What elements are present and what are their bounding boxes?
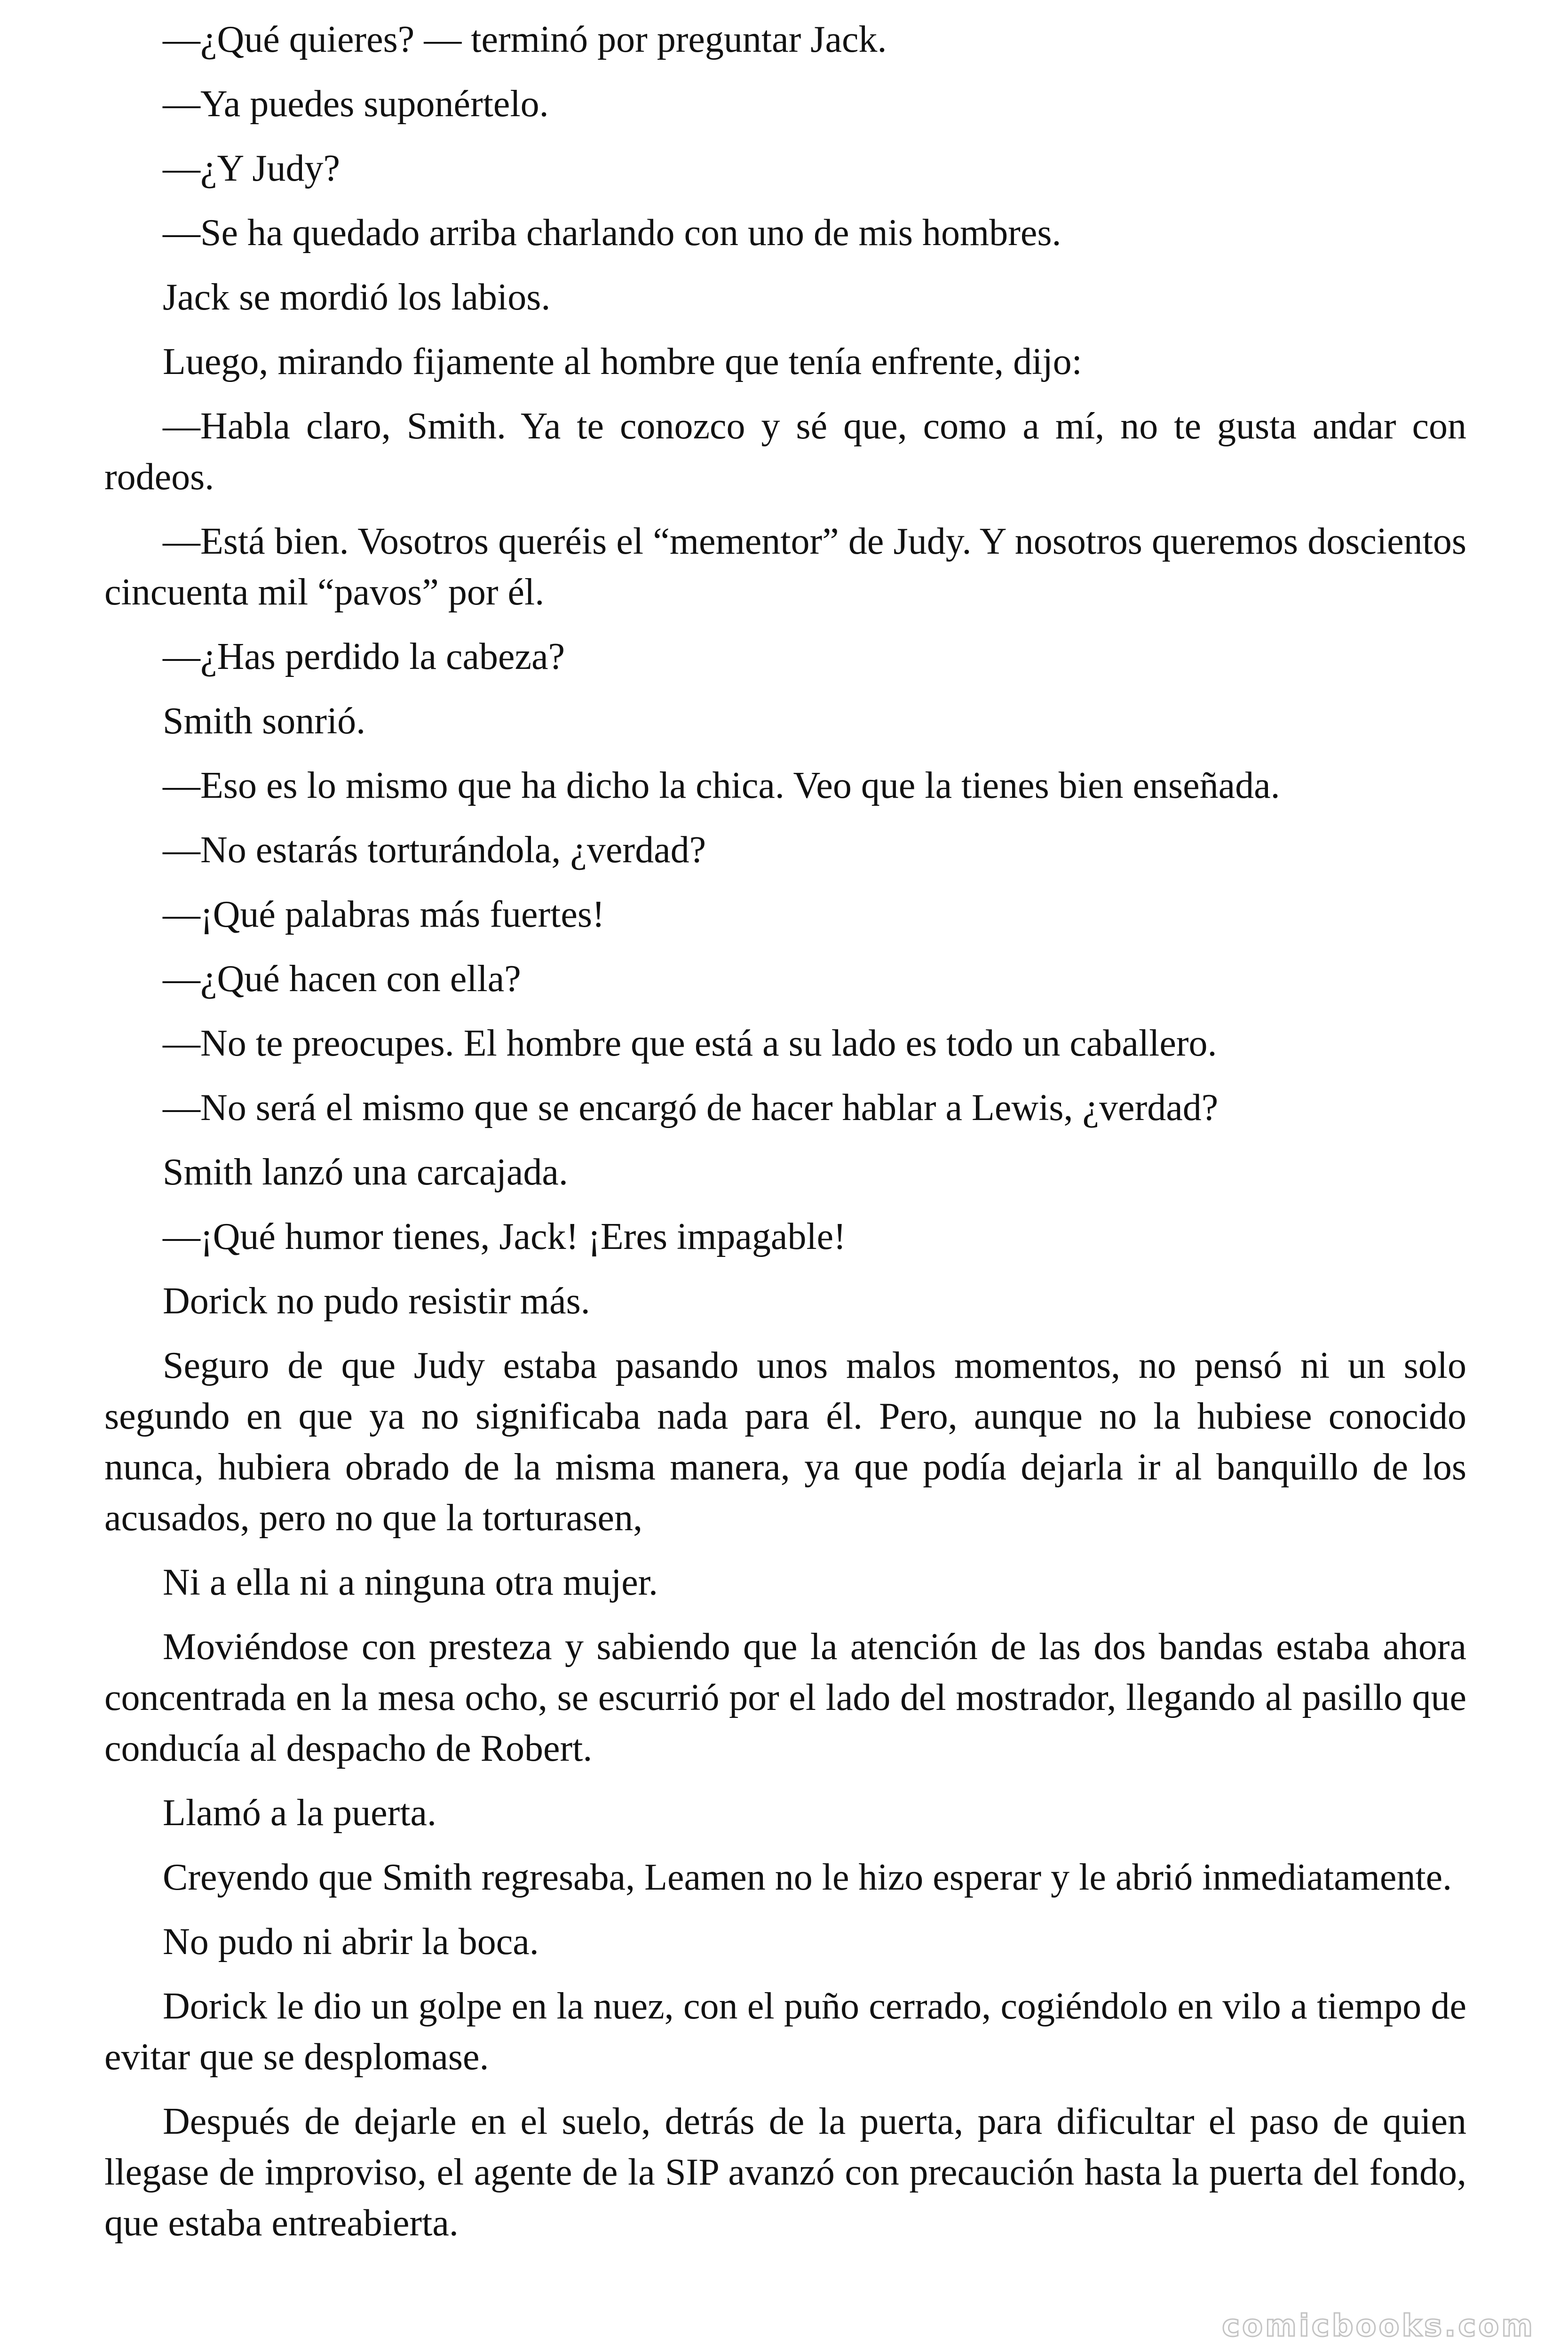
paragraph: —No te preocupes. El hombre que está a su lado es todo un caballero.: [163, 1023, 1217, 1064]
paragraph: Llamó a la puerta.: [163, 1792, 436, 1834]
paragraph: Ni a ella ni a ninguna otra mujer.: [163, 1562, 658, 1603]
paragraph: —Está bien. Vosotros queréis el “mementor” de Judy. Y nosotros queremos doscientos cincuenta mil “pavos” por él.: [104, 521, 1466, 613]
paragraph: —¡Qué palabras más fuertes!: [163, 894, 605, 935]
watermark: comicbooks.com: [1222, 2309, 1535, 2344]
paragraph: Smith lanzó una carcajada.: [163, 1152, 568, 1193]
paragraph: —¡Qué humor tienes, Jack! ¡Eres impagable!: [163, 1216, 846, 1257]
paragraph: Luego, mirando fijamente al hombre que tenía enfrente, dijo:: [163, 341, 1082, 382]
paragraph: —¿Y Judy?: [163, 148, 340, 189]
paragraph: —Habla claro, Smith. Ya te conozco y sé que, como a mí, no te gusta andar con rodeos.: [104, 405, 1466, 498]
paragraph: Dorick no pudo resistir más.: [163, 1280, 590, 1322]
paragraph: —¿Qué quieres? — terminó por preguntar Jack.: [163, 19, 887, 60]
paragraph: Dorick le dio un golpe en la nuez, con el puño cerrado, cogiéndolo en vilo a tiempo de evitar que se desplomase.: [104, 1986, 1466, 2078]
paragraph: Smith sonrió.: [163, 700, 366, 742]
paragraph: —Se ha quedado arriba charlando con uno de mis hombres.: [163, 212, 1061, 254]
paragraph: —Eso es lo mismo que ha dicho la chica. Veo que la tienes bien enseñada.: [163, 765, 1280, 806]
paragraph: Después de dejarle en el suelo, detrás de la puerta, para dificultar el paso de quien llegase de improviso, el agente de la SIP avanzó con precaución hasta la puerta del fondo, que estaba entreabierta.: [104, 2101, 1466, 2244]
paragraph: Moviéndose con presteza y sabiendo que la atención de las dos bandas estaba ahora concentrada en la mesa ocho, se escurrió por el lado del mostrador, llegando al pasillo que conducía al despacho de Robert.: [104, 1626, 1466, 1769]
paragraph: —¿Qué hacen con ella?: [163, 958, 521, 1000]
paragraph: —No será el mismo que se encargó de hacer hablar a Lewis, ¿verdad?: [163, 1087, 1219, 1128]
body-text: [104, 14, 1466, 2262]
paragraph: Jack se mordió los labios.: [163, 277, 551, 318]
paragraph: No pudo ni abrir la boca.: [163, 1921, 539, 1963]
paragraph: Seguro de que Judy estaba pasando unos malos momentos, no pensó ni un solo segundo en que ya no significaba nada para él. Pero, aunque no la hubiese conocido nunca, hubiera obrado de la misma manera, ya que podía dejarla ir al banquillo de los acusados, pero no que la torturasen,: [104, 1345, 1466, 1539]
paragraph: Creyendo que Smith regresaba, Leamen no le hizo esperar y le abrió inmediatamente.: [163, 1857, 1452, 1898]
paragraph: —Ya puedes suponértelo.: [163, 83, 549, 125]
paragraph: —¿Has perdido la cabeza?: [163, 636, 565, 677]
paragraph: —No estarás torturándola, ¿verdad?: [163, 829, 706, 871]
